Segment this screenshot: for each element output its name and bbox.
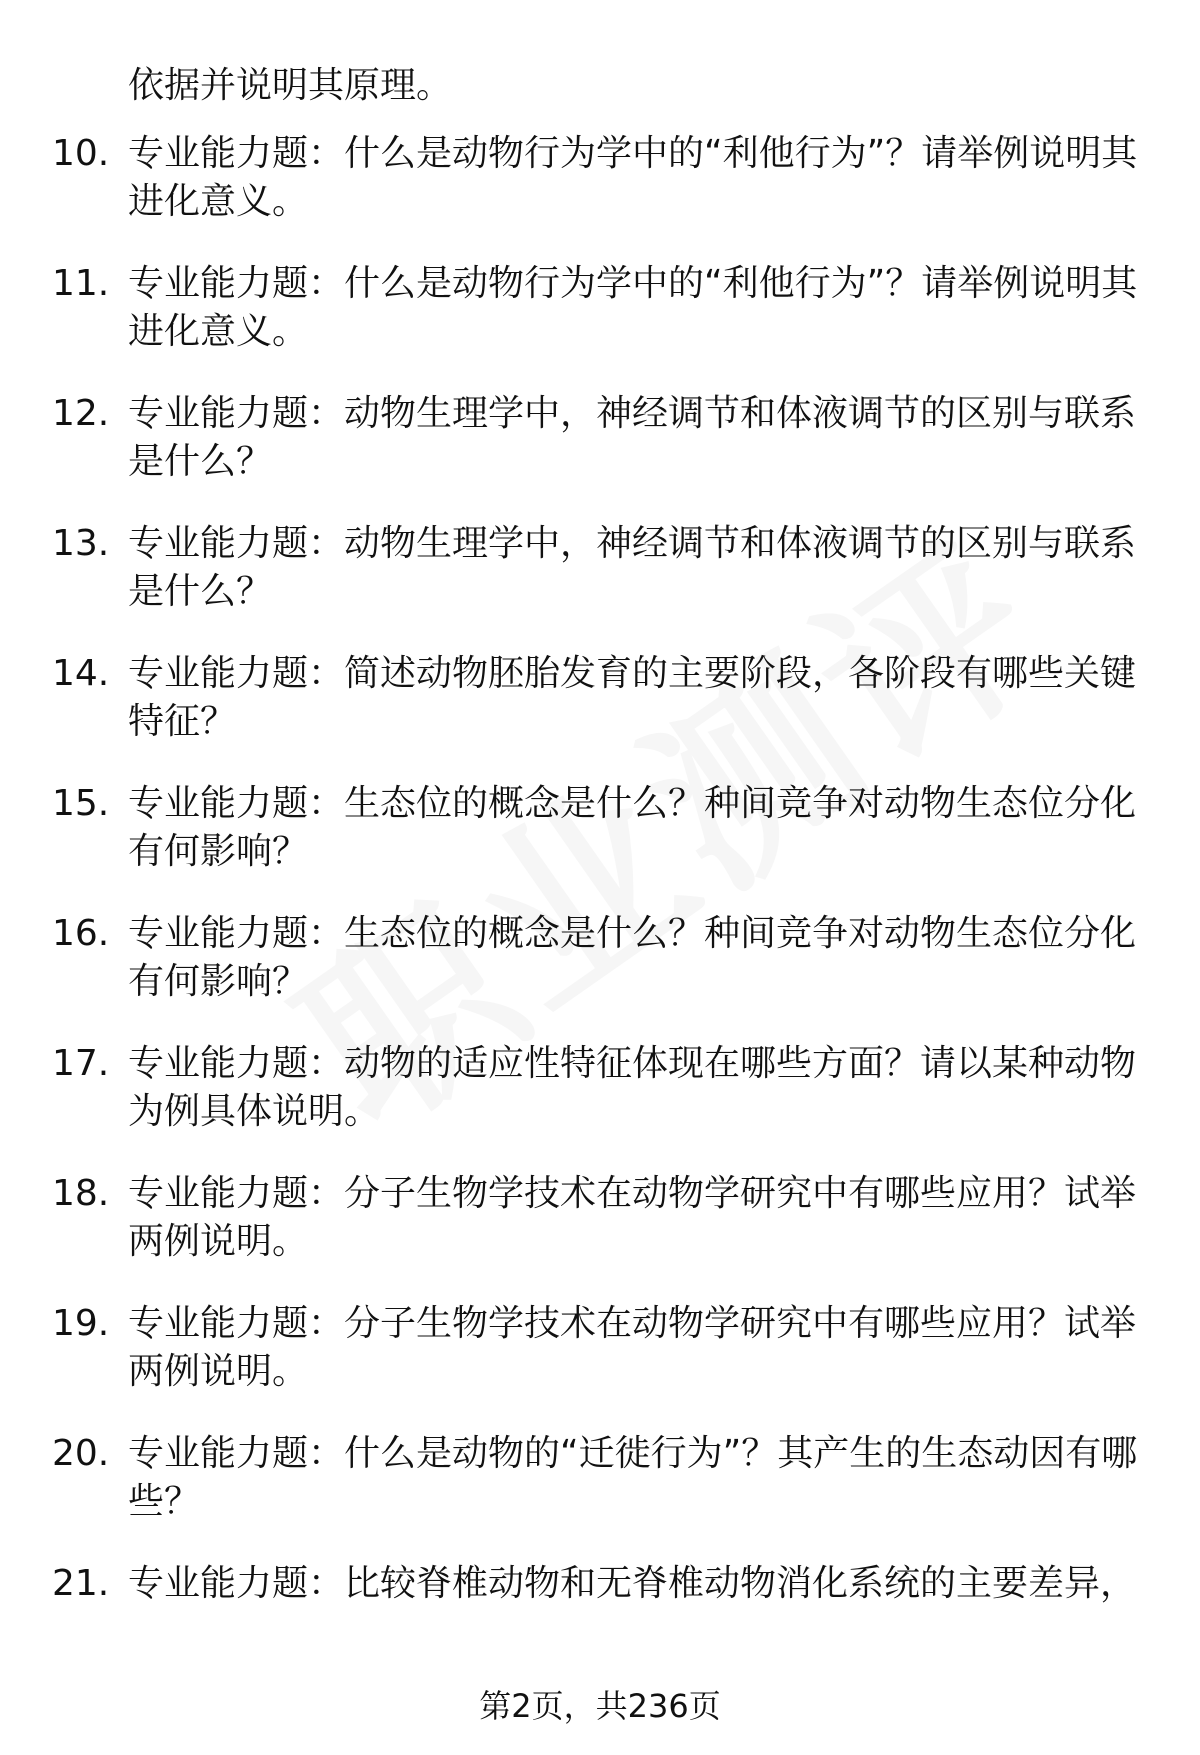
question-text: 专业能力题：动物生理学中，神经调节和体液调节的区别与联系是什么？ <box>128 393 1137 482</box>
continued-text: 依据并说明其原理。 <box>128 65 453 106</box>
question-text: 专业能力题：什么是动物的“迁徙行为”？其产生的生态动因有哪些？ <box>128 1433 1138 1522</box>
question-number: 17. <box>52 1043 110 1084</box>
question-text: 专业能力题：简述动物胚胎发育的主要阶段，各阶段有哪些关键特征？ <box>128 653 1137 742</box>
question-number: 10. <box>52 133 110 174</box>
question-text: 专业能力题：动物的适应性特征体现在哪些方面？请以某种动物为例具体说明。 <box>128 1043 1137 1132</box>
question-text: 专业能力题：分子生物学技术在动物学研究中有哪些应用？试举两例说明。 <box>128 1173 1137 1262</box>
page-number-footer: 第2页，共236页 <box>479 1687 721 1725</box>
question-number: 11. <box>52 263 110 304</box>
question-text: 专业能力题：什么是动物行为学中的“利他行为”？请举例说明其进化意义。 <box>128 263 1138 352</box>
question-number: 21. <box>52 1563 110 1604</box>
question-text: 专业能力题：生态位的概念是什么？种间竞争对动物生态位分化有何影响？ <box>128 913 1137 1002</box>
question-number: 12. <box>52 393 110 434</box>
question-number: 15. <box>52 783 110 824</box>
question-number: 16. <box>52 913 110 954</box>
question-text: 专业能力题：分子生物学技术在动物学研究中有哪些应用？试举两例说明。 <box>128 1303 1137 1392</box>
question-number: 13. <box>52 523 110 564</box>
question-text: 专业能力题：什么是动物行为学中的“利他行为”？请举例说明其进化意义。 <box>128 133 1138 222</box>
question-number: 19. <box>52 1303 110 1344</box>
question-number: 18. <box>52 1173 110 1214</box>
question-number: 20. <box>52 1433 110 1474</box>
question-text: 专业能力题：生态位的概念是什么？种间竞争对动物生态位分化有何影响？ <box>128 783 1137 872</box>
question-number: 14. <box>52 653 110 694</box>
question-text: 专业能力题：动物生理学中，神经调节和体液调节的区别与联系是什么？ <box>128 523 1137 612</box>
question-text: 专业能力题：比较脊椎动物和无脊椎动物消化系统的主要差异， <box>128 1563 1137 1604</box>
